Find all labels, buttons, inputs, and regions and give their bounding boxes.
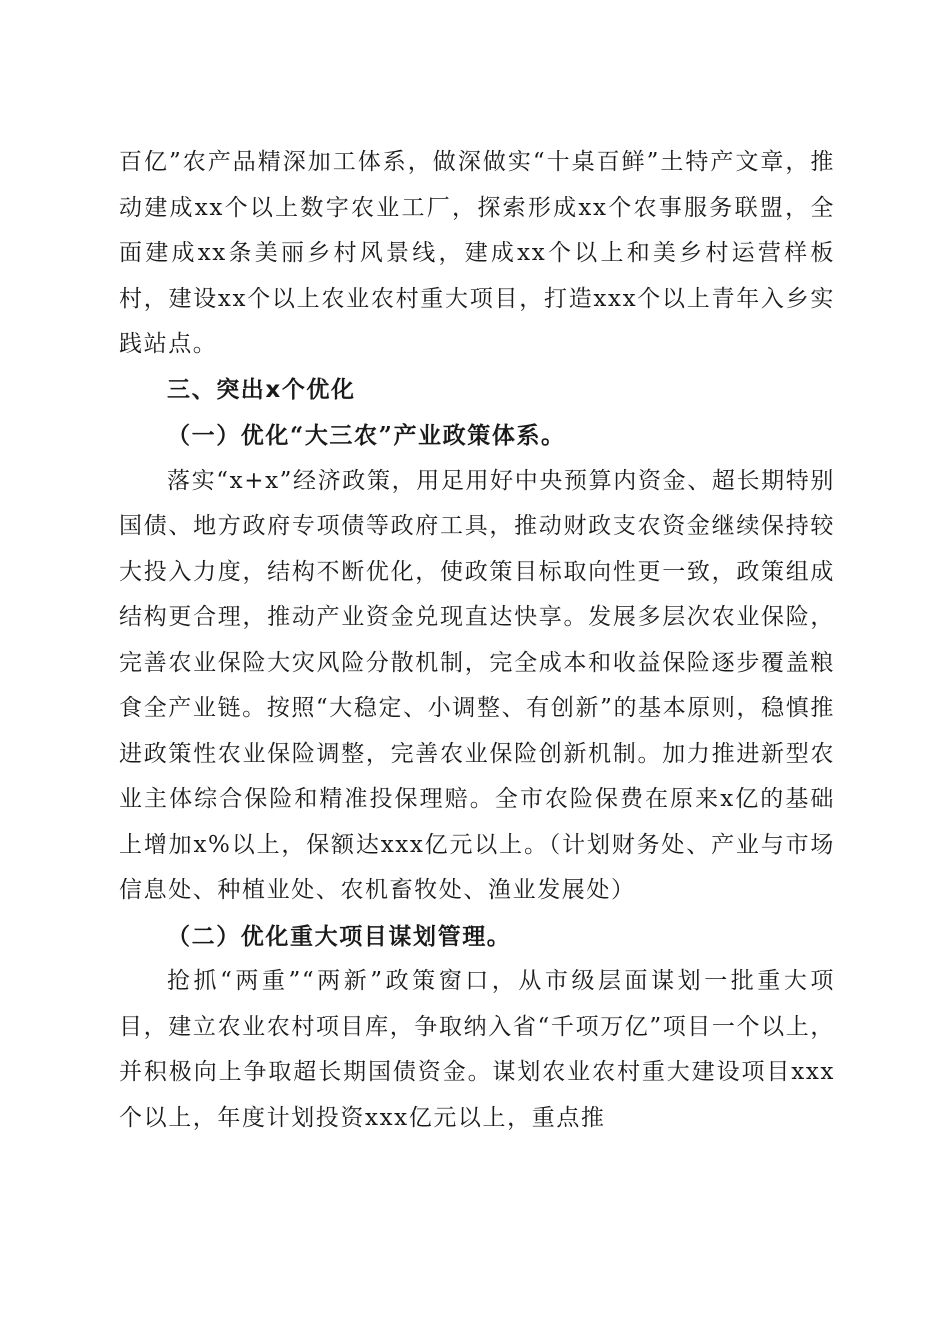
document-body (119, 140, 835, 1141)
paragraph-policy-system: 落实“x+x”经济政策，用足用好中央预算内资金、超长期特别国债、地方政府专项债等政府工具，推动财政支农资金继续保持较大投入力度，结构不断优化，使政策目标取向性更一致，政策组成结构更合理，推动产业资金兑现直达快享。发展多层次农业保险，完善农业保险大灾风险分散机制，完全成本和收益保险逐步覆盖粮食全产业链。按照“大稳定、小调整、有创新”的基本原则，稳慎推进政策性农业保险调整，完善农业保险创新机制。加力推进新型农业主体综合保险和精准投保理赔。全市农险保费在原来x亿的基础上增加x%以上，保额达xxx亿元以上。（计划财务处、产业与市场信息处、种植业处、农机畜牧处、渔业发展处） (119, 467, 835, 903)
paragraph-intro-continuation: 百亿”农产品精深加工体系，做深做实“十桌百鲜”土特产文章，推动建成xx个以上数字农业工厂，探索形成xx个农事服务联盟，全面建成xx条美丽乡村风景线，建成xx个以上和美乡村运营样板村，建设xx个以上农业农村重大项目，打造xxx个以上青年入乡实践站点。 (119, 149, 835, 357)
subsection-heading-1: （一）优化“大三农”产业政策体系。 (167, 422, 566, 449)
paragraph-project-management: 抢抓“两重”“两新”政策窗口，从市级层面谋划一批重大项目，建立农业农村项目库，争取纳入省“千项万亿”项目一个以上，并积极向上争取超长期国债资金。谋划农业农村重大建设项目xxx个以上，年度计划投资xxx亿元以上，重点推 (119, 968, 835, 1131)
subsection-heading-2: （二）优化重大项目谋划管理。 (167, 922, 512, 950)
section-heading-3: 三、突出x个优化 (167, 376, 356, 403)
